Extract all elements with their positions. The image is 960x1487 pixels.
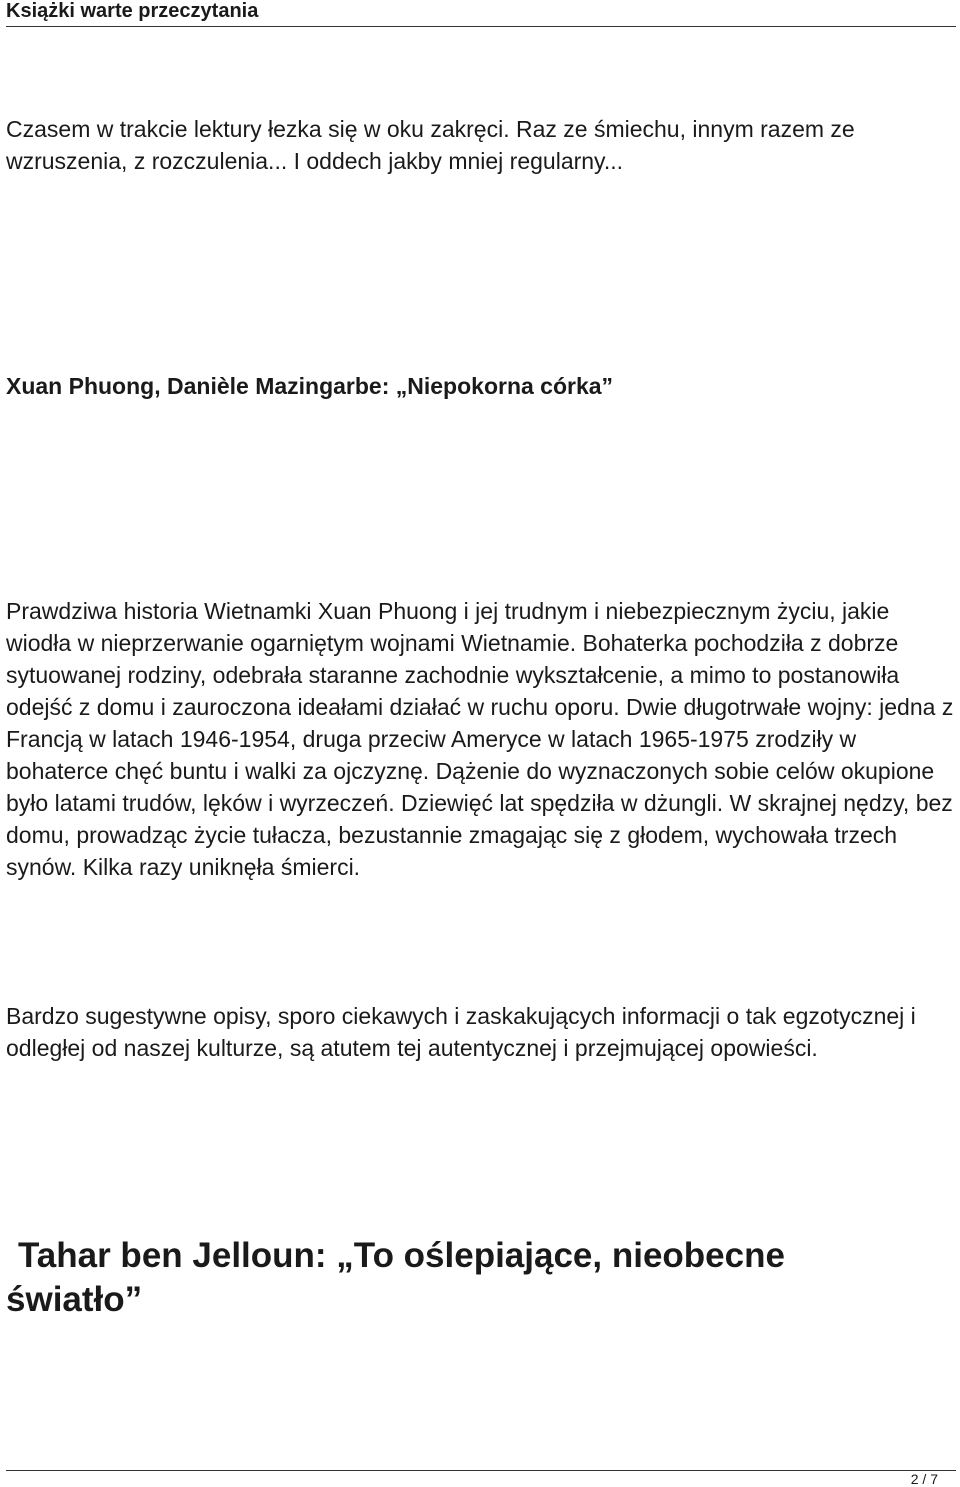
opinion-paragraph: Bardzo sugestywne opisy, sporo ciekawych i zaskakujących informacji o tak egzotycznej i odległej od naszej kulturze, są atutem tej autentycznej i przejmującej opowieści. (6, 1003, 916, 1061)
document-header-title: Książki warte przeczytania (6, 0, 259, 22)
book-heading: Xuan Phuong, Danièle Mazingarbe: „Niepokorna córka” (6, 373, 614, 399)
header-divider (6, 26, 956, 27)
footer-divider (6, 1470, 956, 1471)
next-book-heading: Tahar ben Jelloun: „To oślepiające, nieobecne światło” (6, 1236, 785, 1319)
page-number: 2 / 7 (910, 1471, 938, 1487)
description-paragraph: Prawdziwa historia Wietnamki Xuan Phuong i jej trudnym i niebezpiecznym życiu, jakie wiodła w nieprzerwanie ogarniętym wojnami Wietnamie. Bohaterka pochodziła z dobrze sytuowanej rodziny, odebrała staranne zachodnie wykształcenie, a mimo to postanowiła odejść z domu i zauroczona ideałami działać w ruchu oporu. Dwie długotrwałe wojny: jedna z Francją w latach 1946-1954, druga przeciw Ameryce w latach 1965-1975 zrodziły w bohaterce chęć buntu i walki za ojczyznę. Dążenie do wyznaczonych sobie celów okupione było latami trudów, lęków i wyrzeczeń. Dziewięć lat spędziła w dżungli. W skrajnej nędzy, bez domu, prowadząc życie tułacza, bezustannie zmagając się z głodem, wychowała trzech synów. Kilka razy uniknęła śmierci. (6, 598, 954, 880)
intro-paragraph: Czasem w trakcie lektury łezka się w oku zakręci. Raz ze śmiechu, innym razem ze wzruszenia, z rozczulenia... I oddech jakby mniej regularny... (6, 116, 855, 174)
